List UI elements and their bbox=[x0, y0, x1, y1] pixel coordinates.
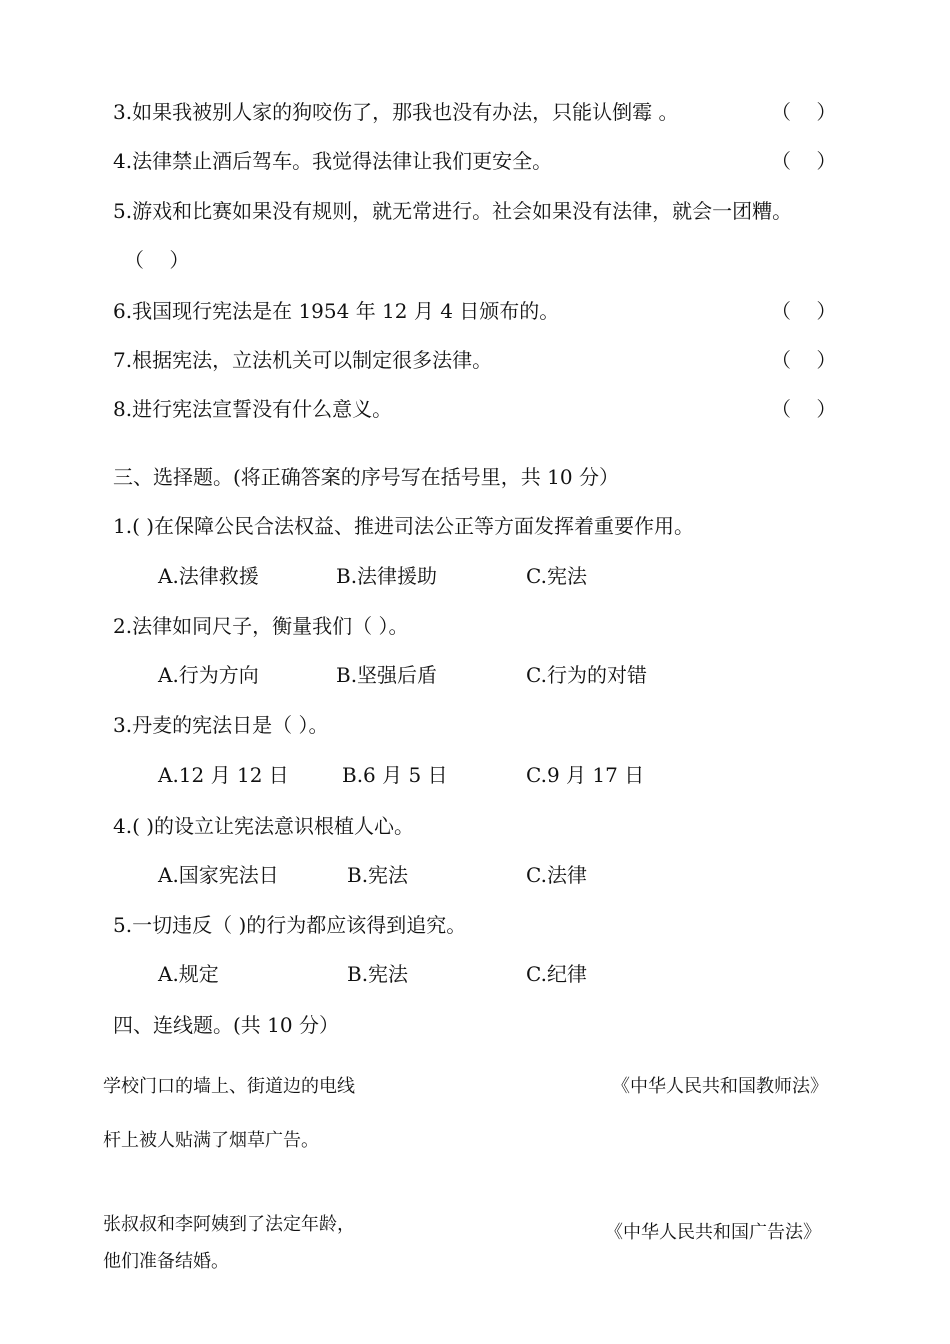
choice-option-2b[interactable]: B.坚强后盾 bbox=[336, 663, 438, 687]
choice-option-2c[interactable]: C.行为的对错 bbox=[526, 663, 647, 687]
answer-paren-7[interactable]: （ ） bbox=[771, 348, 837, 372]
judgment-item-3: 3.如果我被别人家的狗咬伤了，那我也没有办法，只能认倒霉 。 bbox=[113, 100, 679, 124]
choice-question-4: 4.( )的设立让宪法意识根植人心。 bbox=[113, 814, 415, 838]
answer-paren-4[interactable]: （ ） bbox=[771, 149, 837, 173]
judgment-item-5: 5.游戏和比赛如果没有规则，就无常进行。社会如果没有法律，就会一团糟。 bbox=[113, 199, 793, 223]
choice-option-5c[interactable]: C.纪律 bbox=[526, 962, 587, 986]
choice-option-1c[interactable]: C.宪法 bbox=[526, 564, 587, 588]
answer-paren-5[interactable]: （ ） bbox=[124, 248, 190, 272]
choice-option-4b[interactable]: B.宪法 bbox=[347, 863, 409, 887]
matching-right-1[interactable]: 《中华人民共和国教师法》 bbox=[612, 1076, 828, 1097]
judgment-item-4: 4.法律禁止酒后驾车。我觉得法律让我们更安全。 bbox=[113, 149, 553, 173]
matching-left-1-line-2[interactable]: 杆上被人贴满了烟草广告。 bbox=[103, 1130, 319, 1151]
section-heading-choice: 三、选择题。(将正确答案的序号写在括号里，共 10 分） bbox=[113, 465, 619, 489]
choice-option-5a[interactable]: A.规定 bbox=[158, 962, 219, 986]
choice-question-5: 5.一切违反（ )的行为都应该得到追究。 bbox=[113, 913, 467, 937]
choice-option-1a[interactable]: A.法律救援 bbox=[158, 564, 259, 588]
choice-option-3b[interactable]: B.6 月 5 日 bbox=[342, 763, 448, 787]
answer-paren-8[interactable]: （ ） bbox=[771, 397, 837, 421]
choice-option-4c[interactable]: C.法律 bbox=[526, 863, 587, 887]
choice-option-5b[interactable]: B.宪法 bbox=[347, 962, 409, 986]
section-heading-matching: 四、连线题。(共 10 分） bbox=[113, 1013, 339, 1037]
matching-left-2-line-2[interactable]: 他们准备结婚。 bbox=[103, 1251, 229, 1272]
matching-left-1-line-1[interactable]: 学校门口的墙上、街道边的电线 bbox=[103, 1076, 355, 1097]
answer-paren-6[interactable]: （ ） bbox=[771, 299, 837, 323]
judgment-item-6: 6.我国现行宪法是在 1954 年 12 月 4 日颁布的。 bbox=[113, 299, 560, 323]
choice-option-2a[interactable]: A.行为方向 bbox=[158, 663, 259, 687]
choice-option-1b[interactable]: B.法律援助 bbox=[336, 564, 438, 588]
matching-left-2-line-1[interactable]: 张叔叔和李阿姨到了法定年龄， bbox=[103, 1214, 355, 1235]
judgment-item-8: 8.进行宪法宣誓没有什么意义。 bbox=[113, 397, 393, 421]
choice-question-1: 1.( )在保障公民合法权益、推进司法公正等方面发挥着重要作用。 bbox=[113, 514, 695, 538]
choice-option-4a[interactable]: A.国家宪法日 bbox=[158, 863, 279, 887]
answer-paren-3[interactable]: （ ） bbox=[771, 100, 837, 124]
choice-question-3: 3.丹麦的宪法日是（ ）。 bbox=[113, 713, 329, 737]
matching-right-2[interactable]: 《中华人民共和国广告法》 bbox=[605, 1222, 821, 1243]
choice-option-3a[interactable]: A.12 月 12 日 bbox=[158, 763, 289, 787]
choice-question-2: 2.法律如同尺子，衡量我们（ ）。 bbox=[113, 614, 409, 638]
choice-option-3c[interactable]: C.9 月 17 日 bbox=[526, 763, 645, 787]
judgment-item-7: 7.根据宪法，立法机关可以制定很多法律。 bbox=[113, 348, 493, 372]
